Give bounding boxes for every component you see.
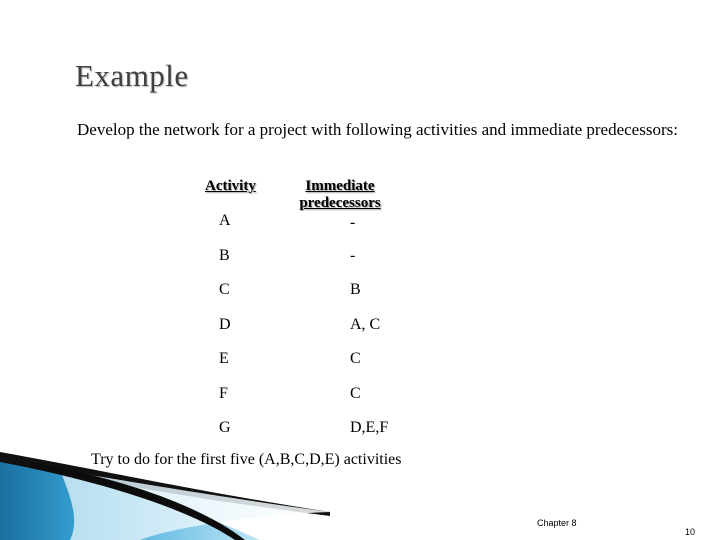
table-cell-activity: A: [219, 212, 231, 229]
table-cell-predecessors: A, C: [350, 316, 381, 333]
intro-text: Develop the network for a project with following activities and immediate predecessors:: [77, 120, 678, 139]
table-cell-predecessors: -: [350, 214, 356, 231]
table-cell-activity: F: [219, 385, 228, 402]
table-cell-predecessors: D,E,F: [350, 419, 389, 436]
table-cell-activity: B: [219, 247, 230, 264]
slide-title: Example: [75, 58, 189, 93]
table-cell-activity: E: [219, 350, 229, 367]
table-cell-predecessors: C: [350, 350, 361, 367]
table-cell-activity: G: [219, 419, 231, 436]
table-header-activity: Activity: [205, 178, 256, 194]
page-number: 10: [685, 527, 696, 537]
table-header-predecessors: Immediate predecessors: [299, 178, 381, 211]
table-cell-activity: C: [219, 281, 230, 298]
table-cell-predecessors: B: [350, 281, 361, 298]
table-cell-activity: D: [219, 316, 231, 333]
table-cell-predecessors: -: [350, 247, 356, 264]
instruction-text: Try to do for the first five (A,B,C,D,E) activities: [91, 451, 402, 468]
table-cell-predecessors: C: [350, 385, 361, 402]
chapter-label: Chapter 8: [537, 518, 577, 528]
